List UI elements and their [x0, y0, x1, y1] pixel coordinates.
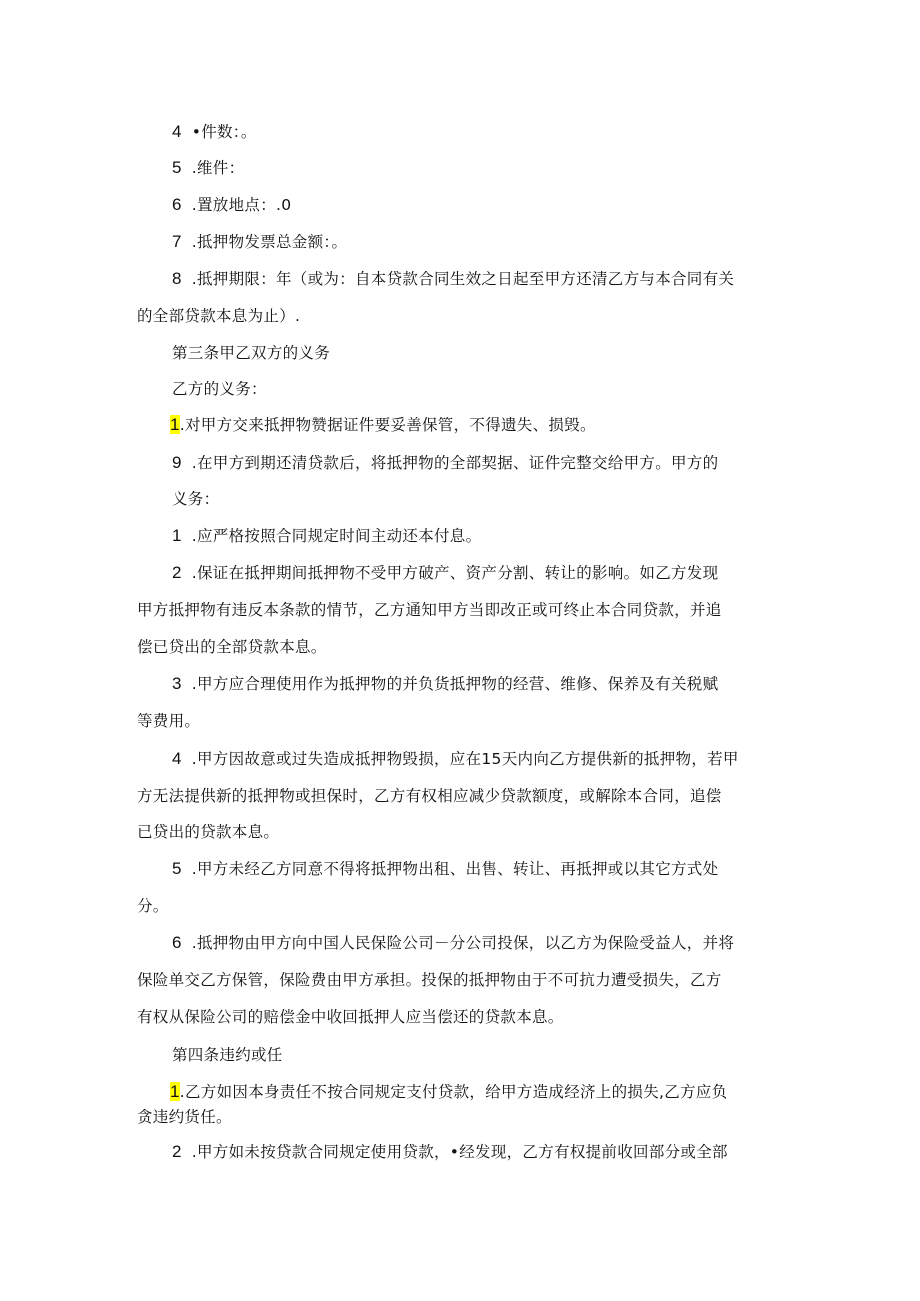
item-number: 4: [172, 122, 182, 141]
text-line: [172, 269, 734, 289]
text-line: [172, 563, 718, 583]
text-line: [172, 749, 739, 769]
text-line: [172, 1142, 728, 1162]
line-text: 等费用。: [137, 712, 201, 730]
text-line: [172, 232, 347, 252]
line-text: 第四条违约或任: [172, 1046, 283, 1064]
item-number: 1: [170, 1082, 180, 1101]
text-line: [137, 1107, 232, 1127]
line-text: 有权从保险公司的赔偿金中收回抵押人应当偿还的贷款本息。: [137, 1008, 564, 1026]
text-line: [172, 453, 718, 473]
text-line: [137, 306, 300, 326]
text-line: [137, 1007, 564, 1027]
line-text: .甲方应合理使用作为抵押物的并负货抵押物的经营、维修、保养及有关税赋: [191, 675, 719, 693]
item-number: 4: [172, 749, 182, 768]
text-line: [137, 600, 722, 620]
subheading: [172, 489, 219, 509]
text-line: [172, 526, 481, 546]
text-line: [137, 786, 722, 806]
line-text: 已贷出的贷款本息。: [137, 823, 280, 841]
text-line: [172, 158, 244, 178]
line-text: •件数：。: [191, 123, 257, 141]
item-number: 6: [172, 195, 182, 214]
line-text: .保证在抵押期间抵押物不受甲方破产、资产分割、转让的影响。如乙方发现: [191, 564, 719, 582]
text-line: [170, 415, 596, 435]
text-line: [172, 859, 718, 879]
line-text: .甲方未经乙方同意不得将抵押物出租、出售、转让、再抵押或以其它方式处: [191, 860, 719, 878]
line-text: 偿已贷出的全部贷款本息。: [137, 638, 327, 656]
item-number: 1: [170, 415, 180, 434]
line-text: .置放地点：.0: [191, 196, 292, 214]
text-line: [172, 122, 257, 142]
text-line: [137, 711, 200, 731]
item-number: 9: [172, 453, 182, 472]
item-number: 3: [172, 674, 182, 693]
text-line: [172, 933, 734, 953]
section-heading: [172, 1045, 283, 1065]
line-text: .抵押物由甲方向中国人民保险公司－分公司投保，以乙方为保险受益人，并将: [191, 934, 735, 952]
text-line: [137, 822, 279, 842]
line-text: .维件：: [191, 159, 245, 177]
line-text: .在甲方到期还清贷款后，将抵押物的全部契据、证件完整交给甲方。甲方的: [191, 454, 719, 472]
line-text: 乙方的义务：: [172, 380, 267, 398]
text-line: [137, 896, 169, 916]
item-number: 6: [172, 933, 182, 952]
line-text: .应严格按照合同规定时间主动还本付息。: [191, 527, 482, 545]
item-number: 5: [172, 158, 182, 177]
line-text: 义务：: [172, 490, 220, 508]
item-number: 5: [172, 859, 182, 878]
section-heading: [172, 343, 330, 363]
text-line: [137, 637, 327, 657]
line-text: 保险单交乙方保管，保险费由甲方承担。投保的抵押物由于不可抗力遭受损失，乙方: [137, 971, 722, 989]
item-number: 1: [172, 526, 182, 545]
text-line: [137, 970, 722, 990]
line-text: .抵押物发票总金额：。: [191, 233, 348, 251]
line-text: 分。: [137, 897, 169, 915]
subheading: [172, 379, 267, 399]
text-line: [172, 195, 291, 215]
item-number: 2: [172, 1142, 182, 1161]
line-text: 方无法提供新的抵押物或担保时，乙方有权相应减少贷款额度，或解除本合同，追偿: [137, 787, 722, 805]
line-text: .乙方如因本身责任不按合同规定支付贷款，给甲方造成经济上的损失,乙方应负: [179, 1083, 728, 1101]
text-line: [172, 674, 718, 694]
text-line: [170, 1082, 727, 1102]
line-text: 第三条甲乙双方的义务: [172, 344, 331, 362]
line-text: 贪违约货任。: [137, 1108, 232, 1126]
item-number: 7: [172, 232, 182, 251]
line-text: 的全部贷款本息为止）.: [137, 307, 301, 325]
item-number: 8: [172, 269, 182, 288]
line-text: 甲方抵押物有违反本条款的情节，乙方通知甲方当即改正或可终止本合同贷款，并追: [137, 601, 722, 619]
line-text: .甲方因故意或过失造成抵押物毁损，应在15天内向乙方提供新的抵押物，若甲: [191, 750, 739, 768]
item-number: 2: [172, 563, 182, 582]
line-text: .抵押期限：年（或为：自本贷款合同生效之日起至甲方还清乙方与本合同有关: [191, 270, 735, 288]
line-text: .对甲方交来抵押物赞据证件要妥善保管，不得遗失、损毁。: [179, 416, 596, 434]
line-text: .甲方如未按贷款合同规定使用贷款，•经发现，乙方有权提前收回部分或全部: [191, 1143, 728, 1161]
